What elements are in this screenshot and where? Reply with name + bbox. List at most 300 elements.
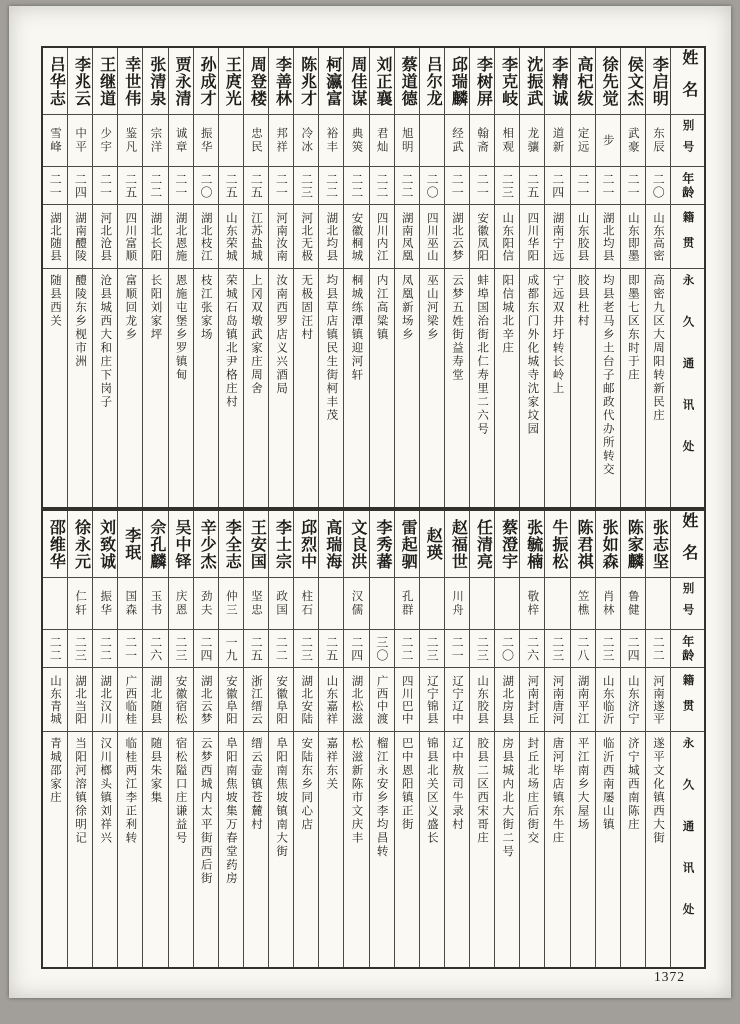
address-cell-text: 嘉祥东关 <box>325 737 338 791</box>
courtesy-name-cell <box>395 115 419 167</box>
address-cell <box>445 269 469 507</box>
native-place-cell-text: 广西临桂 <box>124 674 137 725</box>
person-column <box>43 511 67 967</box>
age-cell-text: 二二 <box>399 172 414 199</box>
native-place-cell-text: 安徽阜阳 <box>275 674 288 725</box>
address-cell-text: 恩施屯堡乡罗镇甸 <box>174 274 187 382</box>
name-cell-text: 张清泉 <box>147 55 165 107</box>
person-column <box>469 48 494 507</box>
address-cell-text: 内江高粱镇 <box>375 274 388 342</box>
name-cell-text: 陈君祺 <box>574 518 592 570</box>
courtesy-name-cell-text: 庆恩 <box>174 590 187 617</box>
age-cell <box>269 167 293 205</box>
name-cell <box>319 48 343 115</box>
column-header <box>671 48 704 115</box>
age-cell-text: 二三 <box>299 172 314 199</box>
native-place-cell-text: 山东即墨 <box>626 211 639 262</box>
person-column <box>243 511 268 967</box>
column-header <box>671 269 704 507</box>
address-cell-text: 即墨七区东时于庄 <box>626 274 639 382</box>
name-cell-text: 雷起驷 <box>399 518 417 570</box>
courtesy-name-cell-text: 坚忠 <box>249 590 262 617</box>
address-cell <box>420 269 444 507</box>
courtesy-name-cell-text: 国森 <box>124 590 137 617</box>
person-column <box>318 48 343 507</box>
age-cell-text: 二一 <box>450 635 465 662</box>
native-place-cell-text: 安徽凤阳 <box>476 211 489 262</box>
address-cell <box>370 732 394 967</box>
native-place-cell <box>93 668 117 732</box>
column-header-label: 姓名 <box>679 49 697 113</box>
name-cell <box>470 511 494 578</box>
native-place-cell-text: 四川富顺 <box>124 211 137 262</box>
native-place-cell <box>68 668 92 732</box>
name-cell-text: 徐先觉 <box>600 55 618 107</box>
address-cell <box>344 269 368 507</box>
native-place-cell <box>169 668 193 732</box>
name-cell-text: 张志坚 <box>650 518 668 570</box>
native-place-cell-text: 河南汝南 <box>275 211 288 262</box>
person-column <box>620 48 645 507</box>
courtesy-name-cell <box>646 578 670 630</box>
age-cell-text: 二三 <box>173 635 188 662</box>
courtesy-name-cell-text: 东辰 <box>651 127 664 154</box>
age-cell-text: 一九 <box>224 635 239 662</box>
courtesy-name-cell <box>370 578 394 630</box>
column-header <box>671 578 704 630</box>
name-cell-text: 李全志 <box>223 518 241 570</box>
courtesy-name-cell-text: 经武 <box>450 127 463 154</box>
native-place-cell-text: 四川巴中 <box>400 674 413 725</box>
native-place-cell-text: 湖北枝江 <box>199 211 212 262</box>
courtesy-name-cell <box>68 115 92 167</box>
native-place-cell <box>571 205 595 269</box>
column-header-label: 别号 <box>681 582 694 625</box>
person-column <box>218 48 243 507</box>
address-cell <box>294 732 318 967</box>
native-place-cell-text: 辽宁辽中 <box>450 674 463 725</box>
age-cell-text: 二一 <box>475 172 490 199</box>
name-cell-text: 李士宗 <box>273 518 291 570</box>
address-cell <box>194 732 218 967</box>
age-cell <box>571 167 595 205</box>
native-place-cell <box>319 205 343 269</box>
address-cell <box>68 732 92 967</box>
native-place-cell <box>646 205 670 269</box>
age-cell-text: 二二 <box>98 635 113 662</box>
name-cell-text: 李克岐 <box>499 55 517 107</box>
name-cell <box>269 511 293 578</box>
courtesy-name-cell <box>319 115 343 167</box>
person-column <box>595 511 620 967</box>
age-cell <box>143 167 167 205</box>
courtesy-name-cell-text: 仲三 <box>224 590 237 617</box>
age-cell-text: 二二 <box>399 635 414 662</box>
person-column <box>318 511 343 967</box>
name-cell-text: 李珉 <box>122 527 140 561</box>
native-place-cell-text: 河南封丘 <box>526 674 539 725</box>
column-header-label: 年龄 <box>680 171 695 200</box>
address-cell-text: 沧县城西大和庄下岗子 <box>99 274 112 409</box>
name-cell-text: 周佳谋 <box>348 55 366 107</box>
age-cell-text: 二五 <box>224 172 239 199</box>
age-cell-text: 二一 <box>575 172 590 199</box>
native-place-cell-text: 山东荣城 <box>224 211 237 262</box>
address-cell <box>520 732 544 967</box>
courtesy-name-cell-text: 定远 <box>576 127 589 154</box>
name-cell-text: 蔡道德 <box>399 55 417 107</box>
person-column <box>92 48 117 507</box>
person-column <box>469 511 494 967</box>
courtesy-name-cell <box>344 115 368 167</box>
name-cell <box>646 511 670 578</box>
native-place-cell <box>495 668 519 732</box>
person-column <box>645 511 670 967</box>
native-place-cell-text: 广西中渡 <box>375 674 388 725</box>
age-cell-text: 二一 <box>98 172 113 199</box>
name-cell <box>68 48 92 115</box>
native-place-cell-text: 山东济宁 <box>626 674 639 725</box>
name-cell-text: 幸世伟 <box>122 55 140 107</box>
native-place-cell-text: 安徽宿松 <box>174 674 187 725</box>
age-cell-text: 二四 <box>349 635 364 662</box>
age-cell <box>93 167 117 205</box>
address-cell-text: 平江南乡大屋场 <box>576 737 589 832</box>
courtesy-name-cell <box>143 578 167 630</box>
name-cell <box>219 511 243 578</box>
name-cell-text: 赵瑛 <box>424 527 442 561</box>
native-place-cell <box>244 205 268 269</box>
courtesy-name-cell <box>118 578 142 630</box>
person-column <box>645 48 670 507</box>
native-place-cell <box>495 205 519 269</box>
courtesy-name-cell-text: 邦祥 <box>275 127 288 154</box>
courtesy-name-cell-text: 玉书 <box>149 590 162 617</box>
age-cell-text: 二二 <box>324 172 339 199</box>
person-column <box>92 511 117 967</box>
person-column <box>494 511 519 967</box>
address-cell <box>470 269 494 507</box>
native-place-cell-text: 辽宁锦县 <box>425 674 438 725</box>
name-cell-text: 吕尔龙 <box>424 55 442 107</box>
address-cell <box>520 269 544 507</box>
person-column <box>142 48 167 507</box>
courtesy-name-cell <box>143 115 167 167</box>
courtesy-name-cell <box>571 578 595 630</box>
native-place-cell-text: 河北沧县 <box>99 211 112 262</box>
name-cell <box>194 48 218 115</box>
courtesy-name-cell-text: 政国 <box>275 590 288 617</box>
name-cell <box>395 511 419 578</box>
courtesy-name-cell-text: 鲁健 <box>626 590 639 617</box>
address-cell-text: 阜阳南焦坡镇南大街 <box>275 737 288 859</box>
courtesy-name-cell <box>43 115 67 167</box>
address-cell <box>93 732 117 967</box>
name-cell-text: 邵维华 <box>47 518 65 570</box>
address-cell-text: 宁远双井圩转长岭上 <box>551 274 564 396</box>
native-place-cell <box>420 205 444 269</box>
person-column <box>519 48 544 507</box>
age-cell-text: 三〇 <box>374 635 389 662</box>
courtesy-name-cell <box>118 115 142 167</box>
courtesy-name-cell <box>169 115 193 167</box>
courtesy-name-cell <box>545 578 569 630</box>
address-cell-text: 临桂两江李正利转 <box>124 737 137 845</box>
courtesy-name-cell-text: 仁轩 <box>74 590 87 617</box>
courtesy-name-cell-text: 龙骧 <box>526 127 539 154</box>
address-cell <box>545 732 569 967</box>
courtesy-name-cell-text: 肖林 <box>601 590 614 617</box>
age-cell <box>646 167 670 205</box>
native-place-cell <box>219 205 243 269</box>
person-column <box>444 48 469 507</box>
name-cell <box>169 511 193 578</box>
age-cell-text: 二一 <box>173 172 188 199</box>
scanned-page <box>9 6 731 998</box>
age-cell <box>344 167 368 205</box>
age-cell-text: 二八 <box>575 635 590 662</box>
age-cell-text: 二二 <box>148 172 163 199</box>
age-cell <box>445 167 469 205</box>
person-column <box>519 511 544 967</box>
address-cell-text: 均县老马乡土台子邮政代办所转交 <box>601 274 614 477</box>
address-cell <box>143 269 167 507</box>
native-place-cell-text: 浙江缙云 <box>249 674 262 725</box>
name-cell-text: 李精诚 <box>549 55 567 107</box>
courtesy-name-cell-text: 典筴 <box>350 127 363 154</box>
name-cell <box>571 511 595 578</box>
age-cell <box>370 630 394 668</box>
courtesy-name-cell-text: 振华 <box>199 127 212 154</box>
column-header-label: 永久通讯处 <box>681 274 694 482</box>
person-column <box>193 511 218 967</box>
name-cell <box>370 511 394 578</box>
age-cell <box>621 167 645 205</box>
column-header-label: 籍贯 <box>681 674 694 725</box>
age-cell-text: 二〇 <box>500 635 515 662</box>
age-cell-text: 二四 <box>198 635 213 662</box>
courtesy-name-cell <box>370 115 394 167</box>
courtesy-name-cell-text: 冷冰 <box>300 127 313 154</box>
person-column <box>394 48 419 507</box>
age-cell-text: 二五 <box>249 172 264 199</box>
courtesy-name-cell <box>294 115 318 167</box>
person-column <box>444 511 469 967</box>
name-cell <box>344 48 368 115</box>
address-cell-text: 临沂西南屡山镇 <box>601 737 614 832</box>
courtesy-name-cell <box>545 115 569 167</box>
age-cell <box>596 630 620 668</box>
courtesy-name-cell-text: 雪峰 <box>48 127 61 154</box>
name-cell-text: 李兆云 <box>72 55 90 107</box>
native-place-cell-text: 河南唐河 <box>551 674 564 725</box>
native-place-cell-text: 湖北随县 <box>149 674 162 725</box>
courtesy-name-cell <box>294 578 318 630</box>
column-header-label: 永久通讯处 <box>681 737 694 945</box>
name-cell-text: 吴中铎 <box>172 518 190 570</box>
age-cell <box>420 167 444 205</box>
courtesy-name-cell <box>194 115 218 167</box>
person-column <box>620 511 645 967</box>
person-column <box>168 511 193 967</box>
name-cell <box>395 48 419 115</box>
name-cell <box>445 511 469 578</box>
name-cell-text: 吕华志 <box>47 55 65 107</box>
name-cell <box>294 48 318 115</box>
native-place-cell-text: 四川内江 <box>375 211 388 262</box>
address-cell <box>495 732 519 967</box>
address-cell-text: 蚌埠国治街北仁寿里二六号 <box>476 274 489 436</box>
name-cell <box>596 48 620 115</box>
native-place-cell <box>470 668 494 732</box>
courtesy-name-cell <box>445 578 469 630</box>
name-cell <box>621 511 645 578</box>
name-cell <box>545 48 569 115</box>
native-place-cell <box>294 668 318 732</box>
native-place-cell-text: 湖北当阳 <box>74 674 87 725</box>
courtesy-name-cell <box>269 115 293 167</box>
native-place-cell-text: 河南遂平 <box>651 674 664 725</box>
name-cell <box>520 511 544 578</box>
native-place-cell-text: 湖北房县 <box>501 674 514 725</box>
age-cell-text: 二四 <box>73 172 88 199</box>
age-cell-text: 二二 <box>274 635 289 662</box>
address-cell <box>294 269 318 507</box>
courtesy-name-cell <box>244 578 268 630</box>
age-cell <box>495 167 519 205</box>
native-place-cell <box>118 668 142 732</box>
age-cell <box>344 630 368 668</box>
address-cell-text: 上冈双墩武家庄周舍 <box>249 274 262 396</box>
column-header <box>671 732 704 967</box>
age-cell <box>68 167 92 205</box>
header-column <box>670 511 704 967</box>
courtesy-name-cell-text: 笠樵 <box>576 590 589 617</box>
courtesy-name-cell <box>68 578 92 630</box>
age-cell <box>169 167 193 205</box>
address-cell-text: 济宁城西南陈庄 <box>626 737 639 832</box>
native-place-cell-text: 山东阳信 <box>501 211 514 262</box>
address-cell <box>118 269 142 507</box>
person-column <box>218 511 243 967</box>
person-column <box>494 48 519 507</box>
name-cell <box>68 511 92 578</box>
address-cell-text: 松滋新陈市文庆丰 <box>350 737 363 845</box>
native-place-cell <box>445 668 469 732</box>
name-cell-text: 王安国 <box>248 518 266 570</box>
name-cell-text: 赵福世 <box>449 518 467 570</box>
age-cell <box>244 630 268 668</box>
native-place-cell <box>344 668 368 732</box>
age-cell <box>244 167 268 205</box>
courtesy-name-cell <box>244 115 268 167</box>
age-cell <box>194 167 218 205</box>
person-column <box>268 511 293 967</box>
address-cell-text: 辽中敖司牛录村 <box>450 737 463 832</box>
age-cell <box>545 167 569 205</box>
address-cell <box>68 269 92 507</box>
age-cell-text: 二三 <box>500 172 515 199</box>
age-cell <box>93 630 117 668</box>
person-column <box>343 48 368 507</box>
address-cell <box>319 269 343 507</box>
age-cell <box>571 630 595 668</box>
address-cell-text: 长阳刘家坪 <box>149 274 162 342</box>
native-place-cell-text: 湖南醴陵 <box>74 211 87 262</box>
address-cell-text: 安陆东乡同心店 <box>300 737 313 832</box>
age-cell-text: 二五 <box>525 172 540 199</box>
address-cell <box>244 269 268 507</box>
age-cell-text: 二四 <box>550 172 565 199</box>
native-place-cell <box>269 205 293 269</box>
courtesy-name-cell-text: 旭明 <box>400 127 413 154</box>
age-cell-text: 二四 <box>626 635 641 662</box>
column-header <box>671 205 704 269</box>
name-cell <box>545 511 569 578</box>
courtesy-name-cell <box>319 578 343 630</box>
person-column <box>117 511 142 967</box>
person-column <box>570 511 595 967</box>
courtesy-name-cell <box>470 578 494 630</box>
person-column <box>570 48 595 507</box>
courtesy-name-cell-text: 忠民 <box>249 127 262 154</box>
age-cell <box>294 167 318 205</box>
native-place-cell-text: 山东胶县 <box>576 211 589 262</box>
native-place-cell-text: 湖南宁远 <box>551 211 564 262</box>
address-cell <box>194 269 218 507</box>
address-cell-text: 云梦五姓街益寿堂 <box>450 274 463 382</box>
person-column <box>67 48 92 507</box>
age-cell-text: 二三 <box>550 635 565 662</box>
name-cell-text: 刘正襄 <box>373 55 391 107</box>
native-place-cell-text: 湖北安陆 <box>300 674 313 725</box>
native-place-cell <box>596 205 620 269</box>
column-header-label: 别号 <box>681 119 694 162</box>
age-cell <box>420 630 444 668</box>
age-cell-text: 二一 <box>626 172 641 199</box>
name-cell <box>370 48 394 115</box>
address-cell-text: 无极固汪村 <box>300 274 313 342</box>
age-cell <box>43 630 67 668</box>
native-place-cell <box>319 668 343 732</box>
name-cell-text: 陈家麟 <box>625 518 643 570</box>
native-place-cell <box>244 668 268 732</box>
age-cell <box>646 630 670 668</box>
name-cell <box>194 511 218 578</box>
courtesy-name-cell-text: 孔群 <box>400 590 413 617</box>
native-place-cell-text: 山东青城 <box>48 674 61 725</box>
age-cell-text: 二一 <box>274 172 289 199</box>
courtesy-name-cell <box>445 115 469 167</box>
person-column <box>419 511 444 967</box>
person-column <box>419 48 444 507</box>
address-cell <box>370 269 394 507</box>
column-header <box>671 668 704 732</box>
name-cell-text: 邱瑞麟 <box>449 55 467 107</box>
age-cell-text: 二五 <box>249 635 264 662</box>
courtesy-name-cell-text: 中平 <box>74 127 87 154</box>
name-cell-text: 高瑞海 <box>323 518 341 570</box>
name-cell-text: 柯瀛富 <box>323 55 341 107</box>
person-column <box>43 48 67 507</box>
address-cell-text: 随县西关 <box>48 274 61 328</box>
courtesy-name-cell <box>621 115 645 167</box>
person-column <box>293 511 318 967</box>
native-place-cell-text: 湖北云梦 <box>450 211 463 262</box>
native-place-cell <box>370 205 394 269</box>
name-cell <box>93 511 117 578</box>
address-cell <box>596 269 620 507</box>
